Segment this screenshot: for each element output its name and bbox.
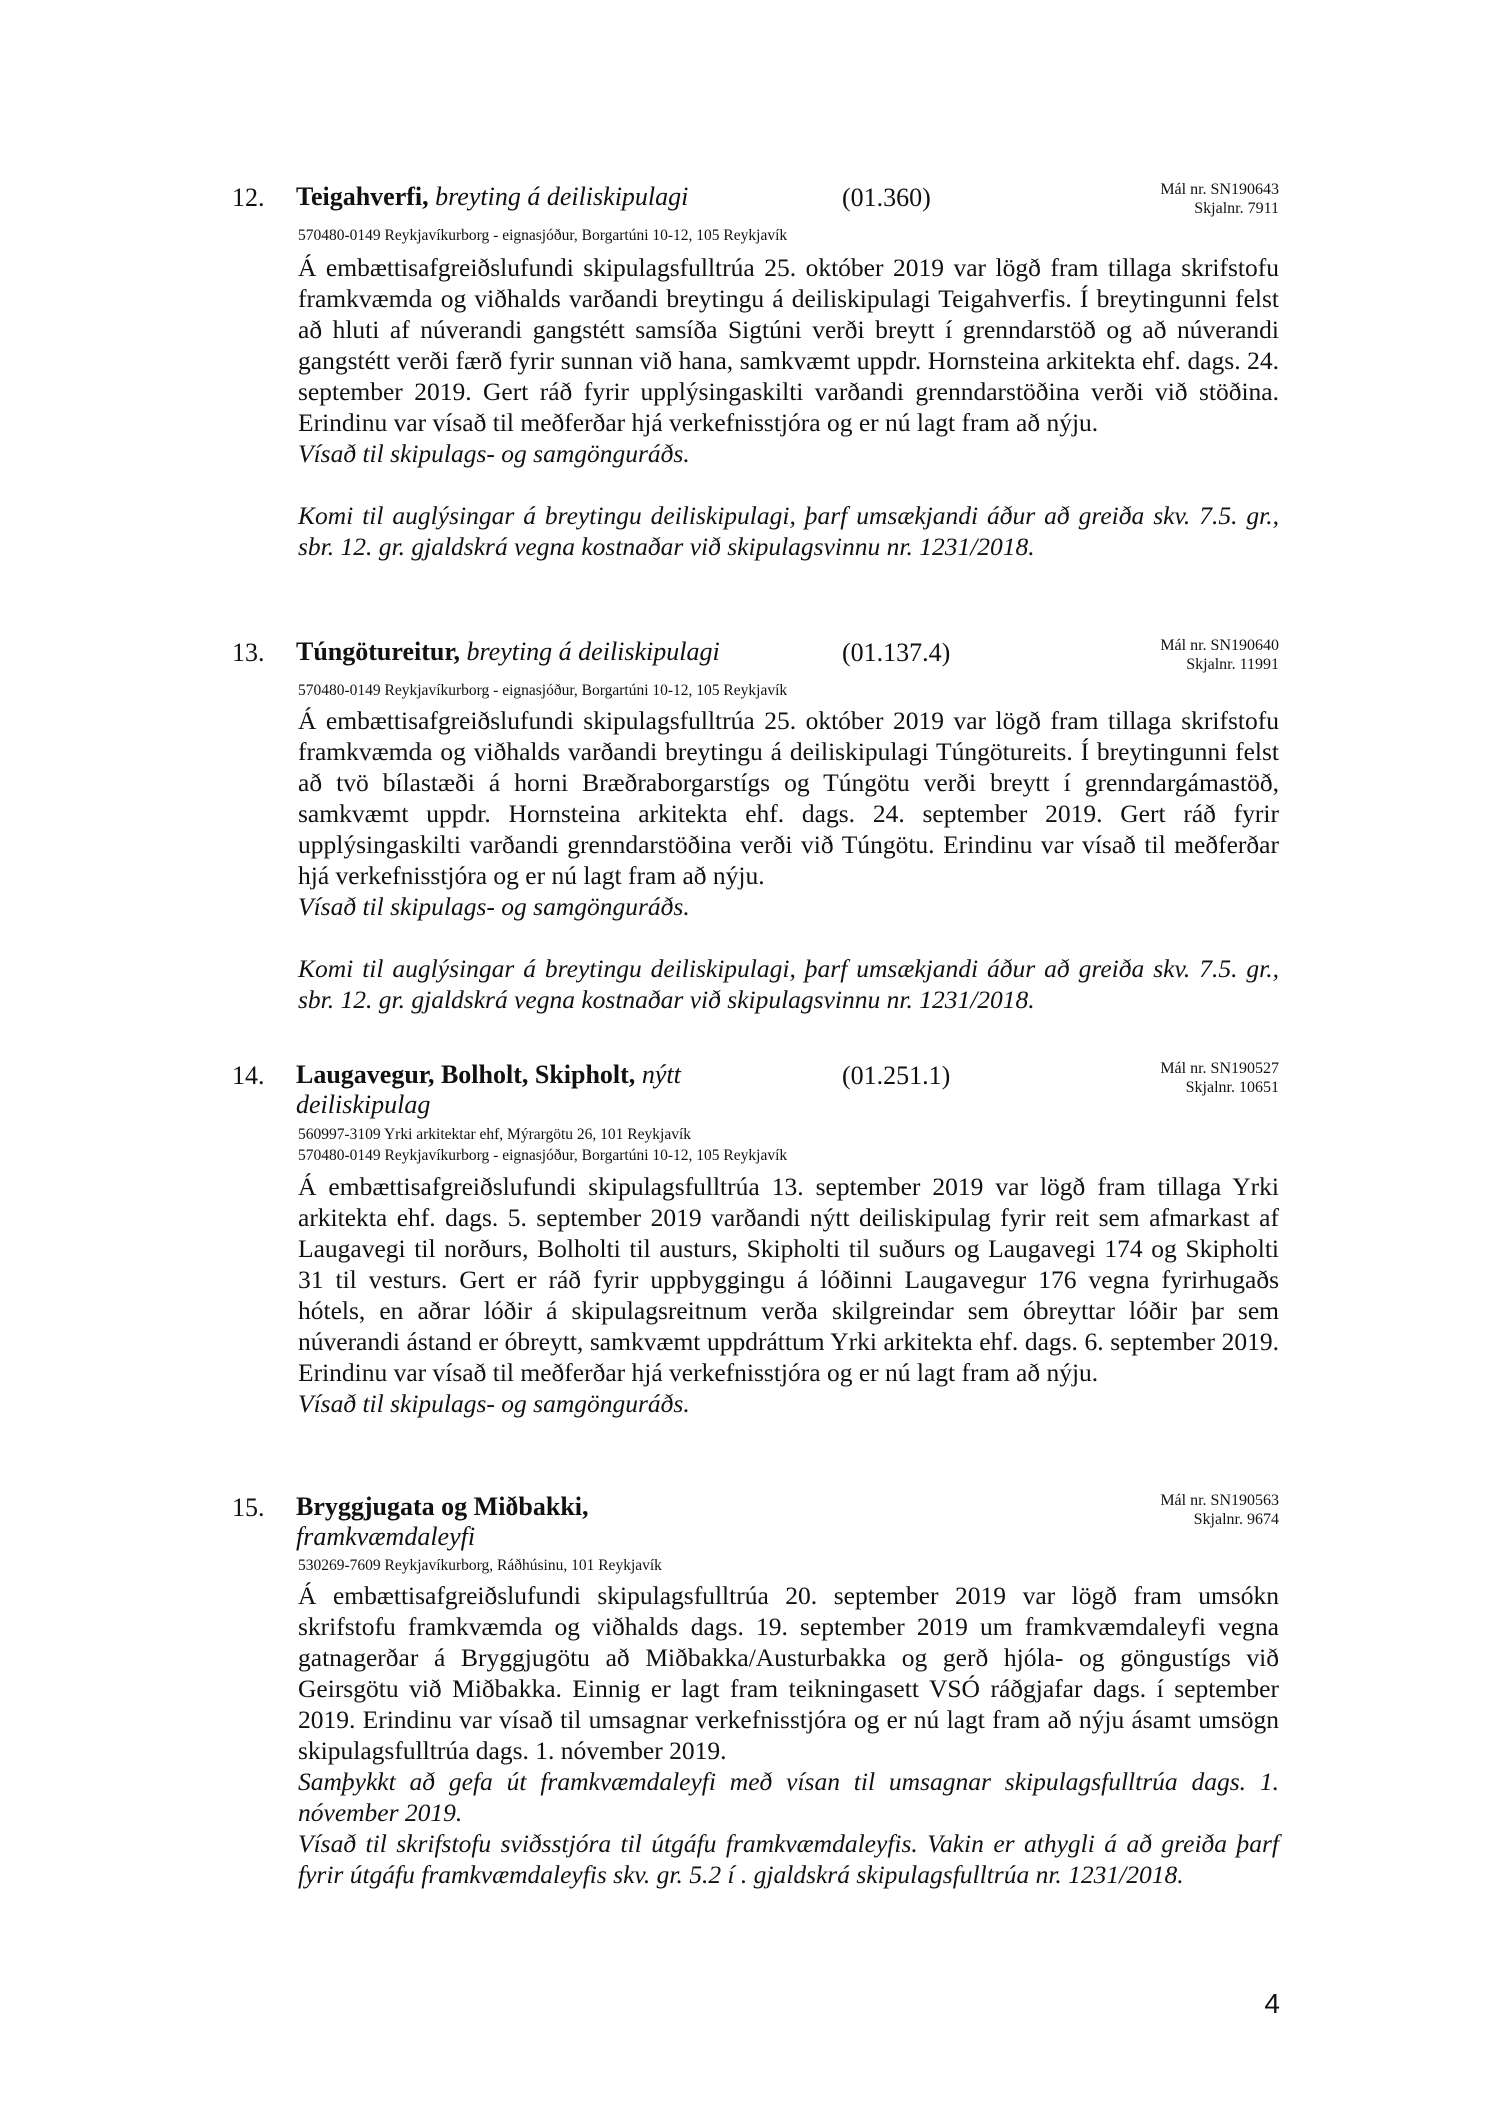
item-title: Teigahverfi, <box>296 182 429 211</box>
item-note: Vísað til skrifstofu sviðsstjóra til útgáfu framkvæmdaleyfis. Vakin er athygli á að greiða þarf fyrir útgáfu framkvæmdaleyfis skv. gr. 5.2 í . gjaldskrá skipulagsfulltrúa nr. 1231/2018. <box>298 1829 1279 1889</box>
item-decision: Samþykkt að gefa út framkvæmdaleyfi með vísan til umsagnar skipulagsfulltrúa dags. 1. nóvember 2019. <box>298 1767 1279 1827</box>
item-code: (01.251.1) <box>842 1061 951 1090</box>
case-number-block <box>1160 636 1279 674</box>
item-text: Á embættisafgreiðslufundi skipulagsfulltrúa 25. október 2019 var lögð fram tillaga skrifstofu framkvæmda og viðhalds varðandi breytingu á deiliskipulagi Túngötureits. Í breytingunni felst að tvö bílastæði á horni Bræðraborgarstígs og Túngötu verði breytt í grenndargámastöð, samkvæmt uppdr. Hornsteina arkitekta ehf. dags. 24. september 2019. Gert ráð fyrir upplýsingaskilti varðandi grenndarstöðina verði við Túngötu. Erindinu var vísað til meðferðar hjá verkefnisstjóra og er nú lagt fram að nýju. <box>298 706 1279 890</box>
document-number: Skjalnr. 10651 <box>1185 1079 1279 1096</box>
item-decision: Vísað til skipulags- og samgönguráðs. <box>298 439 690 468</box>
applicant: 560997-3109 Yrki arkitektar ehf, Mýrargötu 26, 101 Reykjavík <box>298 1126 692 1143</box>
item-code: (01.137.4) <box>842 638 951 667</box>
case-number-block <box>1160 1059 1279 1097</box>
document-number: Skjalnr. 7911 <box>1194 200 1279 217</box>
item-note: Komi til auglýsingar á breytingu deiliskipulagi, þarf umsækjandi áður að greiða skv. 7.5. gr., sbr. 12. gr. gjaldskrá vegna kostnaðar við skipulagsvinnu nr. 1231/2018. <box>298 954 1279 1014</box>
item-kind: nýtt deiliskipulag <box>296 1060 681 1119</box>
item-heading <box>296 182 856 212</box>
item-kind: framkvæmdaleyfi <box>296 1522 476 1551</box>
item-body <box>298 705 1279 1015</box>
case-number: Mál nr. SN190563 <box>1160 1492 1279 1509</box>
item-code: (01.360) <box>842 183 931 212</box>
item-heading <box>296 637 856 667</box>
item-kind: breyting á deiliskipulagi <box>466 637 720 666</box>
item-number: 15. <box>232 1493 265 1522</box>
applicant: 530269-7609 Reykjavíkurborg, Ráðhúsinu, 101 Reykjavík <box>298 1557 662 1574</box>
item-number: 14. <box>232 1061 265 1090</box>
item-note: Komi til auglýsingar á breytingu deiliskipulagi, þarf umsækjandi áður að greiða skv. 7.5. gr., sbr. 12. gr. gjaldskrá vegna kostnaðar við skipulagsvinnu nr. 1231/2018. <box>298 501 1279 561</box>
case-number-block <box>1160 1491 1279 1529</box>
item-text: Á embættisafgreiðslufundi skipulagsfulltrúa 25. október 2019 var lögð fram tillaga skrifstofu framkvæmda og viðhalds varðandi breytingu á deiliskipulagi Teigahverfis. Í breytingunni felst að hluti af núverandi gangstétt samsíða Sigtúni verði breytt í grenndarstöð og að núverandi gangstétt verði færð fyrir sunnan við hana, samkvæmt uppdr. Hornsteina arkitekta ehf. dags. 24. september 2019. Gert ráð fyrir upplýsingaskilti varðandi grenndarstöðina verði við stöðina. Erindinu var vísað til meðferðar hjá verkefnisstjóra og er nú lagt fram að nýju. <box>298 253 1279 437</box>
item-decision: Vísað til skipulags- og samgönguráðs. <box>298 892 690 921</box>
item-body <box>298 1580 1279 1890</box>
item-body <box>298 252 1279 562</box>
item-kind: breyting á deiliskipulagi <box>435 182 689 211</box>
case-number: Mál nr. SN190527 <box>1160 1060 1279 1077</box>
case-number: Mál nr. SN190643 <box>1160 181 1279 198</box>
applicant: 570480-0149 Reykjavíkurborg - eignasjóður, Borgartúni 10-12, 105 Reykjavík <box>298 227 788 244</box>
item-heading <box>296 1060 736 1120</box>
item-body <box>298 1171 1279 1419</box>
item-heading <box>296 1492 656 1552</box>
item-title: Laugavegur, Bolholt, Skipholt, <box>296 1060 636 1089</box>
item-decision: Vísað til skipulags- og samgönguráðs. <box>298 1389 690 1418</box>
item-text: Á embættisafgreiðslufundi skipulagsfulltrúa 20. september 2019 var lögð fram umsókn skrifstofu framkvæmda og viðhalds dags. 19. september 2019 um framkvæmdaleyfi vegna gatnagerðar á Bryggjugötu að Miðbakka/Austurbakka og gerð hjóla- og göngustígs við Geirsgötu við Miðbakka. Einnig er lagt fram teikningasett VSÓ ráðgjafar dags. í september 2019. Erindinu var vísað til umsagnar verkefnisstjóra og er nú lagt fram að nýju ásamt umsögn skipulagsfulltrúa dags. 1. nóvember 2019. <box>298 1581 1279 1765</box>
page-number: 4 <box>1264 1988 1280 2019</box>
item-title: Túngötureitur, <box>296 637 460 666</box>
item-number: 13. <box>232 638 265 667</box>
item-title: Bryggjugata og Miðbakki, <box>296 1492 589 1521</box>
applicant: 570480-0149 Reykjavíkurborg - eignasjóður, Borgartúni 10-12, 105 Reykjavík <box>298 1147 788 1164</box>
applicant: 570480-0149 Reykjavíkurborg - eignasjóður, Borgartúni 10-12, 105 Reykjavík <box>298 682 788 699</box>
item-text: Á embættisafgreiðslufundi skipulagsfulltrúa 13. september 2019 var lögð fram tillaga Yrki arkitekta ehf. dags. 5. september 2019 varðandi nýtt deiliskipulag fyrir reit sem afmarkast af Laugavegi til norðurs, Bolholti til austurs, Skipholti til suðurs og Laugavegi 174 og Skipholti 31 til vesturs. Gert er ráð fyrir uppbyggingu á lóðinni Laugavegur 176 vegna fyrirhugaðs hótels, en aðrar lóðir á skipulagsreitnum verða skilgreindar sem óbreyttar lóðir þar sem núverandi ástand er óbreytt, samkvæmt uppdráttum Yrki arkitekta ehf. dags. 6. september 2019. Erindinu var vísað til meðferðar hjá verkefnisstjóra og er nú lagt fram að nýju. <box>298 1172 1279 1387</box>
item-number: 12. <box>232 183 265 212</box>
case-number: Mál nr. SN190640 <box>1160 637 1279 654</box>
case-number-block <box>1160 180 1279 218</box>
document-number: Skjalnr. 11991 <box>1186 656 1279 673</box>
document-number: Skjalnr. 9674 <box>1193 1511 1279 1528</box>
